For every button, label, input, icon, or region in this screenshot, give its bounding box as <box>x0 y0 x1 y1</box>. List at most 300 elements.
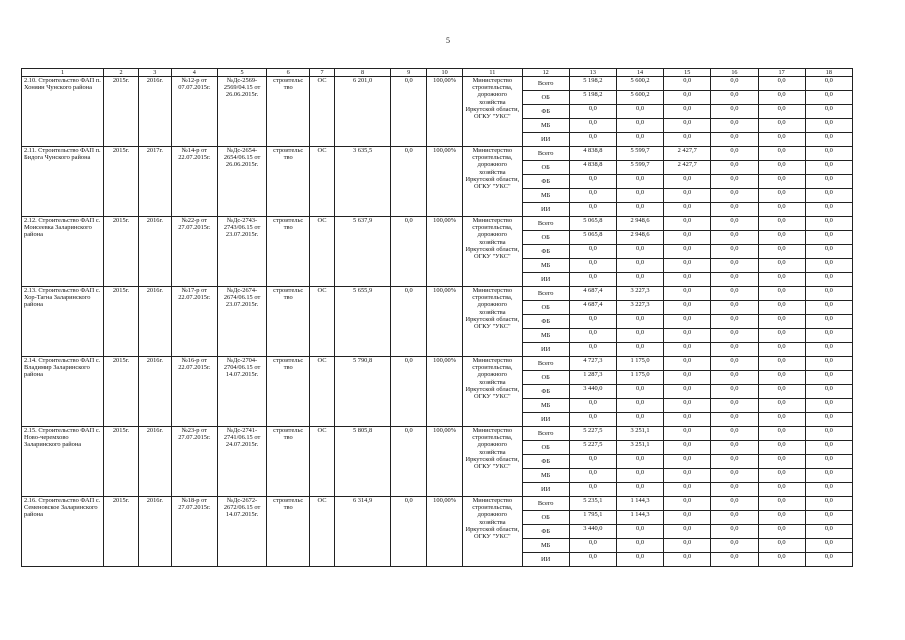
funding-value: 0,0 <box>664 287 711 301</box>
funding-value: 0,0 <box>569 455 616 469</box>
object-row <box>22 427 853 441</box>
category: ОС <box>310 217 335 287</box>
category: ОС <box>310 147 335 217</box>
funding-source: ОБ <box>522 231 569 245</box>
funding-value: 0,0 <box>616 553 663 567</box>
funding-value: 0,0 <box>664 175 711 189</box>
funding-value: 5 198,2 <box>569 91 616 105</box>
funding-source: ИИ <box>522 413 569 427</box>
object-row <box>22 357 853 371</box>
funding-value: 3 227,3 <box>616 301 663 315</box>
responsible-organization: Министерство строительства, дорожного хозяйства Иркутской области, ОГКУ "УКС" <box>463 357 523 427</box>
funding-value: 2 948,6 <box>616 217 663 231</box>
funding-value: 5 065,8 <box>569 231 616 245</box>
funding-value: 0,0 <box>711 357 758 371</box>
funding-value: 0,0 <box>569 315 616 329</box>
funding-value: 0,0 <box>711 301 758 315</box>
readiness-percent: 100,00% <box>427 77 463 147</box>
column-number: 13 <box>569 69 616 77</box>
category: ОС <box>310 77 335 147</box>
funding-source: МБ <box>522 399 569 413</box>
funding-value: 2 427,7 <box>664 147 711 161</box>
funding-value: 0,0 <box>664 385 711 399</box>
expertise-number: №Дс-2672-2672/06.15 от 14.07.2015г. <box>217 497 266 567</box>
work-type: строительс тво <box>267 77 310 147</box>
funding-value: 0,0 <box>758 161 805 175</box>
funding-value: 0,0 <box>711 427 758 441</box>
funding-value: 5 600,2 <box>616 77 663 91</box>
funding-value: 5 227,5 <box>569 441 616 455</box>
funding-value: 0,0 <box>569 105 616 119</box>
funding-value: 0,0 <box>664 441 711 455</box>
end-year: 2016г. <box>138 287 171 357</box>
order-number: №22-р от 27.07.2015г. <box>171 217 217 287</box>
funding-value: 0,0 <box>805 203 852 217</box>
funding-value: 0,0 <box>805 441 852 455</box>
category: ОС <box>310 357 335 427</box>
funding-source: ОБ <box>522 91 569 105</box>
funding-source: МБ <box>522 469 569 483</box>
start-year: 2015г. <box>104 427 139 497</box>
category: ОС <box>310 287 335 357</box>
readiness-percent: 100,00% <box>427 357 463 427</box>
column-number: 18 <box>805 69 852 77</box>
funding-value: 0,0 <box>569 259 616 273</box>
work-type: строительс тво <box>267 357 310 427</box>
column-9-value: 0,0 <box>391 77 427 147</box>
funding-value: 0,0 <box>711 245 758 259</box>
funding-source: ФБ <box>522 175 569 189</box>
funding-value: 0,0 <box>805 231 852 245</box>
expertise-number: №Дс-2569-2569/04.15 от 26.06.2015г. <box>217 77 266 147</box>
funding-value: 0,0 <box>711 525 758 539</box>
funding-value: 0,0 <box>616 273 663 287</box>
column-number: 5 <box>217 69 266 77</box>
funding-value: 0,0 <box>569 483 616 497</box>
funding-value: 1 795,1 <box>569 511 616 525</box>
expertise-number: №Дс-2674-2674/06.15 от 23.07.2015г. <box>217 287 266 357</box>
funding-value: 0,0 <box>758 497 805 511</box>
funding-value: 0,0 <box>758 399 805 413</box>
funding-value: 0,0 <box>711 217 758 231</box>
funding-value: 0,0 <box>616 469 663 483</box>
funding-value: 4 838,8 <box>569 147 616 161</box>
funding-value: 0,0 <box>664 357 711 371</box>
construction-objects-table <box>21 68 853 567</box>
order-number: №14-р от 22.07.2015г. <box>171 147 217 217</box>
funding-source: Всего <box>522 77 569 91</box>
funding-value: 0,0 <box>711 91 758 105</box>
funding-value: 0,0 <box>758 245 805 259</box>
readiness-percent: 100,00% <box>427 427 463 497</box>
funding-value: 2 948,6 <box>616 231 663 245</box>
funding-source: ИИ <box>522 273 569 287</box>
estimated-cost: 5 805,8 <box>334 427 390 497</box>
funding-value: 0,0 <box>711 385 758 399</box>
order-number: №18-р от 27.07.2015г. <box>171 497 217 567</box>
funding-value: 0,0 <box>664 217 711 231</box>
funding-value: 0,0 <box>805 511 852 525</box>
funding-value: 0,0 <box>805 133 852 147</box>
funding-value: 0,0 <box>805 343 852 357</box>
funding-value: 0,0 <box>711 77 758 91</box>
funding-value: 0,0 <box>758 133 805 147</box>
funding-value: 5 600,2 <box>616 91 663 105</box>
responsible-organization: Министерство строительства, дорожного хозяйства Иркутской области, ОГКУ "УКС" <box>463 287 523 357</box>
funding-value: 0,0 <box>805 483 852 497</box>
category: ОС <box>310 497 335 567</box>
funding-source: МБ <box>522 259 569 273</box>
end-year: 2016г. <box>138 427 171 497</box>
start-year: 2015г. <box>104 77 139 147</box>
funding-value: 0,0 <box>711 441 758 455</box>
funding-value: 0,0 <box>616 105 663 119</box>
object-name: 2.11. Строительство ФАП п. Бидога Чунского района <box>22 147 104 217</box>
funding-value: 3 440,0 <box>569 525 616 539</box>
funding-value: 0,0 <box>711 105 758 119</box>
funding-value: 0,0 <box>664 315 711 329</box>
object-row <box>22 287 853 301</box>
funding-value: 0,0 <box>805 119 852 133</box>
column-9-value: 0,0 <box>391 427 427 497</box>
funding-value: 4 727,3 <box>569 357 616 371</box>
funding-source: ИИ <box>522 343 569 357</box>
work-type: строительс тво <box>267 427 310 497</box>
funding-source: Всего <box>522 287 569 301</box>
funding-value: 0,0 <box>664 77 711 91</box>
object-row <box>22 497 853 511</box>
funding-value: 0,0 <box>569 175 616 189</box>
funding-value: 0,0 <box>711 329 758 343</box>
funding-value: 0,0 <box>616 315 663 329</box>
funding-value: 0,0 <box>758 553 805 567</box>
funding-source: ФБ <box>522 385 569 399</box>
funding-value: 0,0 <box>758 413 805 427</box>
estimated-cost: 6 201,0 <box>334 77 390 147</box>
funding-value: 0,0 <box>711 553 758 567</box>
object-row <box>22 77 853 91</box>
funding-value: 0,0 <box>711 315 758 329</box>
funding-value: 0,0 <box>664 539 711 553</box>
funding-value: 0,0 <box>758 259 805 273</box>
column-number: 12 <box>522 69 569 77</box>
funding-source: ОБ <box>522 301 569 315</box>
funding-value: 0,0 <box>616 525 663 539</box>
readiness-percent: 100,00% <box>427 217 463 287</box>
column-number: 4 <box>171 69 217 77</box>
funding-value: 3 227,3 <box>616 287 663 301</box>
funding-value: 0,0 <box>758 315 805 329</box>
funding-value: 0,0 <box>758 301 805 315</box>
column-number: 2 <box>104 69 139 77</box>
expertise-number: №Дс-2741-2741/06.15 от 24.07.2015г. <box>217 427 266 497</box>
funding-value: 0,0 <box>569 539 616 553</box>
start-year: 2015г. <box>104 357 139 427</box>
funding-value: 0,0 <box>758 175 805 189</box>
funding-value: 0,0 <box>805 371 852 385</box>
funding-value: 0,0 <box>805 399 852 413</box>
funding-value: 0,0 <box>758 371 805 385</box>
funding-source: МБ <box>522 119 569 133</box>
funding-value: 3 251,1 <box>616 427 663 441</box>
funding-value: 0,0 <box>664 105 711 119</box>
column-number: 16 <box>711 69 758 77</box>
funding-value: 5 599,7 <box>616 161 663 175</box>
funding-value: 0,0 <box>758 217 805 231</box>
funding-value: 0,0 <box>616 203 663 217</box>
funding-value: 0,0 <box>758 455 805 469</box>
funding-value: 0,0 <box>664 245 711 259</box>
funding-value: 0,0 <box>711 273 758 287</box>
funding-value: 0,0 <box>805 91 852 105</box>
funding-value: 0,0 <box>616 329 663 343</box>
funding-value: 0,0 <box>711 455 758 469</box>
funding-value: 0,0 <box>758 273 805 287</box>
funding-value: 0,0 <box>758 119 805 133</box>
object-name: 2.12. Строительство ФАП с. Моисеевка Заларинского района <box>22 217 104 287</box>
funding-value: 0,0 <box>664 231 711 245</box>
estimated-cost: 3 635,5 <box>334 147 390 217</box>
column-9-value: 0,0 <box>391 217 427 287</box>
funding-value: 0,0 <box>711 161 758 175</box>
funding-value: 0,0 <box>758 231 805 245</box>
funding-value: 0,0 <box>569 413 616 427</box>
funding-value: 0,0 <box>664 399 711 413</box>
funding-value: 0,0 <box>569 189 616 203</box>
column-9-value: 0,0 <box>391 287 427 357</box>
start-year: 2015г. <box>104 497 139 567</box>
column-number: 7 <box>310 69 335 77</box>
funding-value: 0,0 <box>805 315 852 329</box>
funding-value: 0,0 <box>711 483 758 497</box>
funding-value: 0,0 <box>569 469 616 483</box>
funding-value: 0,0 <box>664 259 711 273</box>
funding-value: 0,0 <box>805 273 852 287</box>
work-type: строительс тво <box>267 497 310 567</box>
funding-value: 0,0 <box>805 161 852 175</box>
funding-value: 0,0 <box>711 189 758 203</box>
funding-value: 0,0 <box>569 399 616 413</box>
order-number: №12-р от 07.07.2015г. <box>171 77 217 147</box>
funding-value: 0,0 <box>616 175 663 189</box>
funding-value: 0,0 <box>616 133 663 147</box>
funding-value: 0,0 <box>664 329 711 343</box>
expertise-number: №Дс-2743-2743/06.15 от 23.07.2015г. <box>217 217 266 287</box>
funding-value: 0,0 <box>664 525 711 539</box>
funding-source: ИИ <box>522 483 569 497</box>
funding-value: 0,0 <box>758 147 805 161</box>
funding-value: 0,0 <box>805 287 852 301</box>
funding-value: 0,0 <box>616 483 663 497</box>
funding-value: 0,0 <box>805 357 852 371</box>
funding-value: 0,0 <box>664 189 711 203</box>
work-type: строительс тво <box>267 147 310 217</box>
funding-value: 0,0 <box>711 413 758 427</box>
object-row <box>22 147 853 161</box>
object-name: 2.15. Строительство ФАП с. Ново-черемхово Заларинского района <box>22 427 104 497</box>
funding-value: 0,0 <box>758 511 805 525</box>
responsible-organization: Министерство строительства, дорожного хозяйства Иркутской области, ОГКУ "УКС" <box>463 427 523 497</box>
responsible-organization: Министерство строительства, дорожного хозяйства Иркутской области, ОГКУ "УКС" <box>463 77 523 147</box>
column-9-value: 0,0 <box>391 147 427 217</box>
funding-value: 0,0 <box>758 539 805 553</box>
funding-value: 5 065,8 <box>569 217 616 231</box>
funding-source: Всего <box>522 217 569 231</box>
funding-source: Всего <box>522 427 569 441</box>
funding-value: 0,0 <box>616 455 663 469</box>
funding-value: 0,0 <box>664 343 711 357</box>
funding-value: 0,0 <box>616 399 663 413</box>
funding-value: 0,0 <box>805 259 852 273</box>
funding-source: МБ <box>522 189 569 203</box>
funding-value: 0,0 <box>758 525 805 539</box>
funding-value: 0,0 <box>711 539 758 553</box>
object-name: 2.14. Строительство ФАП с. Владимир Заларинского района <box>22 357 104 427</box>
column-number: 14 <box>616 69 663 77</box>
funding-source: ИИ <box>522 203 569 217</box>
funding-value: 0,0 <box>758 427 805 441</box>
funding-source: Всего <box>522 357 569 371</box>
funding-value: 0,0 <box>805 455 852 469</box>
funding-value: 2 427,7 <box>664 161 711 175</box>
order-number: №16-р от 22.07.2015г. <box>171 357 217 427</box>
readiness-percent: 100,00% <box>427 497 463 567</box>
funding-value: 0,0 <box>805 301 852 315</box>
end-year: 2016г. <box>138 357 171 427</box>
column-number: 15 <box>664 69 711 77</box>
funding-value: 0,0 <box>805 105 852 119</box>
end-year: 2016г. <box>138 217 171 287</box>
funding-value: 0,0 <box>664 483 711 497</box>
funding-source: ФБ <box>522 105 569 119</box>
column-number: 8 <box>334 69 390 77</box>
funding-value: 0,0 <box>569 133 616 147</box>
funding-value: 0,0 <box>758 385 805 399</box>
funding-value: 0,0 <box>758 469 805 483</box>
funding-source: ОБ <box>522 441 569 455</box>
funding-value: 0,0 <box>711 119 758 133</box>
column-number: 11 <box>463 69 523 77</box>
funding-value: 0,0 <box>805 469 852 483</box>
funding-source: МБ <box>522 329 569 343</box>
funding-value: 0,0 <box>758 441 805 455</box>
funding-value: 3 251,1 <box>616 441 663 455</box>
funding-value: 0,0 <box>569 203 616 217</box>
funding-value: 0,0 <box>616 385 663 399</box>
funding-source: ОБ <box>522 371 569 385</box>
funding-value: 5 235,1 <box>569 497 616 511</box>
funding-source: Всего <box>522 147 569 161</box>
funding-value: 0,0 <box>758 483 805 497</box>
funding-value: 0,0 <box>758 91 805 105</box>
column-number: 1 <box>22 69 104 77</box>
funding-value: 0,0 <box>664 469 711 483</box>
funding-value: 0,0 <box>616 259 663 273</box>
column-number-row <box>22 69 853 77</box>
funding-value: 0,0 <box>805 385 852 399</box>
funding-value: 0,0 <box>805 553 852 567</box>
column-9-value: 0,0 <box>391 357 427 427</box>
funding-value: 0,0 <box>711 175 758 189</box>
funding-value: 0,0 <box>758 77 805 91</box>
object-row <box>22 217 853 231</box>
funding-value: 0,0 <box>805 539 852 553</box>
estimated-cost: 6 314,9 <box>334 497 390 567</box>
funding-value: 5 227,5 <box>569 427 616 441</box>
funding-value: 0,0 <box>805 497 852 511</box>
funding-value: 0,0 <box>758 105 805 119</box>
funding-value: 0,0 <box>711 231 758 245</box>
funding-value: 0,0 <box>616 119 663 133</box>
funding-source: ФБ <box>522 455 569 469</box>
start-year: 2015г. <box>104 217 139 287</box>
funding-value: 0,0 <box>805 413 852 427</box>
funding-value: 0,0 <box>616 189 663 203</box>
estimated-cost: 5 790,8 <box>334 357 390 427</box>
funding-value: 0,0 <box>805 329 852 343</box>
column-number: 3 <box>138 69 171 77</box>
funding-value: 0,0 <box>711 147 758 161</box>
funding-value: 0,0 <box>569 553 616 567</box>
funding-source: ИИ <box>522 133 569 147</box>
readiness-percent: 100,00% <box>427 287 463 357</box>
funding-value: 0,0 <box>805 245 852 259</box>
expertise-number: №Дс-2654-2654/06.15 от 26.06.2015г. <box>217 147 266 217</box>
funding-source: Всего <box>522 497 569 511</box>
funding-value: 0,0 <box>758 189 805 203</box>
funding-value: 0,0 <box>664 133 711 147</box>
funding-value: 0,0 <box>616 539 663 553</box>
funding-value: 5 599,7 <box>616 147 663 161</box>
funding-value: 0,0 <box>664 273 711 287</box>
funding-value: 0,0 <box>758 287 805 301</box>
funding-source: ОБ <box>522 511 569 525</box>
funding-value: 0,0 <box>664 301 711 315</box>
funding-value: 0,0 <box>758 203 805 217</box>
funding-value: 0,0 <box>711 203 758 217</box>
funding-value: 4 687,4 <box>569 287 616 301</box>
funding-value: 0,0 <box>711 287 758 301</box>
funding-source: ИИ <box>522 553 569 567</box>
responsible-organization: Министерство строительства, дорожного хозяйства Иркутской области, ОГКУ "УКС" <box>463 497 523 567</box>
order-number: №23-р от 27.07.2015г. <box>171 427 217 497</box>
funding-value: 0,0 <box>805 525 852 539</box>
funding-value: 1 175,0 <box>616 357 663 371</box>
funding-value: 0,0 <box>664 497 711 511</box>
column-number: 9 <box>391 69 427 77</box>
expertise-number: №Дс-2704-2704/06.15 от 14.07.2015г. <box>217 357 266 427</box>
funding-value: 0,0 <box>664 553 711 567</box>
funding-value: 0,0 <box>758 329 805 343</box>
funding-value: 0,0 <box>664 455 711 469</box>
funding-value: 0,0 <box>805 77 852 91</box>
funding-value: 0,0 <box>711 469 758 483</box>
responsible-organization: Министерство строительства, дорожного хозяйства Иркутской области, ОГКУ "УКС" <box>463 217 523 287</box>
funding-value: 1 287,3 <box>569 371 616 385</box>
work-type: строительс тво <box>267 287 310 357</box>
funding-value: 0,0 <box>664 203 711 217</box>
order-number: №17-р от 22.07.2015г. <box>171 287 217 357</box>
end-year: 2016г. <box>138 497 171 567</box>
funding-source: ОБ <box>522 161 569 175</box>
page-number: 5 <box>446 36 450 45</box>
funding-value: 5 198,2 <box>569 77 616 91</box>
funding-value: 0,0 <box>664 413 711 427</box>
funding-value: 0,0 <box>758 357 805 371</box>
funding-value: 0,0 <box>711 343 758 357</box>
funding-value: 0,0 <box>711 511 758 525</box>
estimated-cost: 5 655,9 <box>334 287 390 357</box>
